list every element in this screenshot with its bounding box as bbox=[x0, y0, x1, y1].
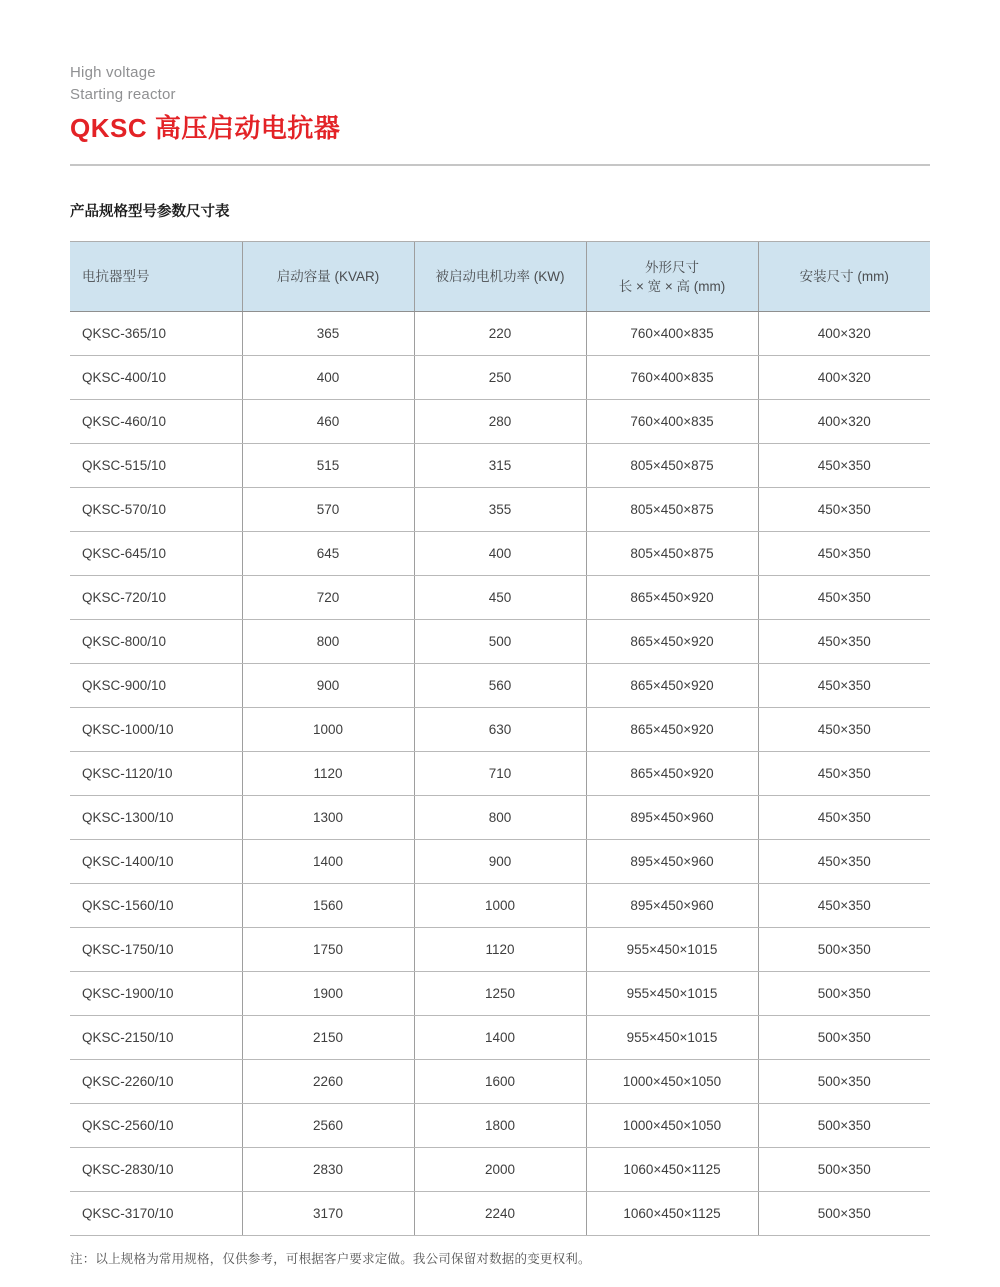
model-cell: QKSC-1400/10 bbox=[70, 840, 242, 884]
value-cell: 1800 bbox=[414, 1104, 586, 1148]
value-cell: 515 bbox=[242, 444, 414, 488]
value-cell: 900 bbox=[414, 840, 586, 884]
value-cell: 1060×450×1125 bbox=[586, 1148, 758, 1192]
table-row bbox=[70, 1016, 930, 1060]
value-cell: 560 bbox=[414, 664, 586, 708]
value-cell: 1060×450×1125 bbox=[586, 1192, 758, 1236]
table-row bbox=[70, 444, 930, 488]
value-cell: 1250 bbox=[414, 972, 586, 1016]
table-row bbox=[70, 620, 930, 664]
value-cell: 760×400×835 bbox=[586, 312, 758, 356]
value-cell: 1560 bbox=[242, 884, 414, 928]
value-cell: 865×450×920 bbox=[586, 620, 758, 664]
column-header-2: 启动容量 (KVAR) bbox=[242, 242, 414, 312]
value-cell: 450×350 bbox=[758, 884, 930, 928]
model-cell: QKSC-2150/10 bbox=[70, 1016, 242, 1060]
value-cell: 895×450×960 bbox=[586, 796, 758, 840]
value-cell: 645 bbox=[242, 532, 414, 576]
model-cell: QKSC-1000/10 bbox=[70, 708, 242, 752]
value-cell: 450 bbox=[414, 576, 586, 620]
model-cell: QKSC-2260/10 bbox=[70, 1060, 242, 1104]
value-cell: 865×450×920 bbox=[586, 576, 758, 620]
value-cell: 710 bbox=[414, 752, 586, 796]
model-cell: QKSC-720/10 bbox=[70, 576, 242, 620]
table-row bbox=[70, 752, 930, 796]
table-row bbox=[70, 664, 930, 708]
value-cell: 400 bbox=[414, 532, 586, 576]
page-title: QKSC 高压启动电抗器 bbox=[70, 113, 341, 143]
value-cell: 280 bbox=[414, 400, 586, 444]
value-cell: 865×450×920 bbox=[586, 708, 758, 752]
value-cell: 220 bbox=[414, 312, 586, 356]
value-cell: 2830 bbox=[242, 1148, 414, 1192]
value-cell: 955×450×1015 bbox=[586, 928, 758, 972]
value-cell: 1300 bbox=[242, 796, 414, 840]
value-cell: 760×400×835 bbox=[586, 400, 758, 444]
value-cell: 1400 bbox=[242, 840, 414, 884]
table-row bbox=[70, 1060, 930, 1104]
value-cell: 1400 bbox=[414, 1016, 586, 1060]
eyebrow-line-1: High voltage bbox=[70, 64, 156, 81]
value-cell: 895×450×960 bbox=[586, 840, 758, 884]
value-cell: 450×350 bbox=[758, 444, 930, 488]
column-header-4: 外形尺寸 长 × 宽 × 高 (mm) bbox=[586, 242, 758, 312]
column-header-1: 电抗器型号 bbox=[70, 242, 242, 312]
value-cell: 1120 bbox=[414, 928, 586, 972]
value-cell: 500×350 bbox=[758, 972, 930, 1016]
table-row bbox=[70, 576, 930, 620]
eyebrow-line-2: Starting reactor bbox=[70, 86, 176, 103]
value-cell: 365 bbox=[242, 312, 414, 356]
section-title: 产品规格型号参数尺寸表 bbox=[70, 204, 230, 220]
table-row bbox=[70, 928, 930, 972]
value-cell: 355 bbox=[414, 488, 586, 532]
model-cell: QKSC-2560/10 bbox=[70, 1104, 242, 1148]
model-cell: QKSC-460/10 bbox=[70, 400, 242, 444]
value-cell: 865×450×920 bbox=[586, 664, 758, 708]
value-cell: 955×450×1015 bbox=[586, 1016, 758, 1060]
model-cell: QKSC-1900/10 bbox=[70, 972, 242, 1016]
table-row bbox=[70, 400, 930, 444]
model-cell: QKSC-515/10 bbox=[70, 444, 242, 488]
value-cell: 400×320 bbox=[758, 356, 930, 400]
value-cell: 3170 bbox=[242, 1192, 414, 1236]
header-divider bbox=[70, 164, 930, 166]
value-cell: 500×350 bbox=[758, 1148, 930, 1192]
value-cell: 500×350 bbox=[758, 928, 930, 972]
value-cell: 460 bbox=[242, 400, 414, 444]
table-row bbox=[70, 1192, 930, 1236]
table-row bbox=[70, 796, 930, 840]
model-cell: QKSC-1120/10 bbox=[70, 752, 242, 796]
value-cell: 450×350 bbox=[758, 664, 930, 708]
column-header-3: 被启动电机功率 (KW) bbox=[414, 242, 586, 312]
spec-table bbox=[70, 241, 930, 1236]
value-cell: 2000 bbox=[414, 1148, 586, 1192]
value-cell: 1900 bbox=[242, 972, 414, 1016]
model-cell: QKSC-800/10 bbox=[70, 620, 242, 664]
value-cell: 450×350 bbox=[758, 708, 930, 752]
model-cell: QKSC-1300/10 bbox=[70, 796, 242, 840]
value-cell: 760×400×835 bbox=[586, 356, 758, 400]
value-cell: 315 bbox=[414, 444, 586, 488]
table-header-row bbox=[70, 242, 930, 312]
model-cell: QKSC-570/10 bbox=[70, 488, 242, 532]
model-cell: QKSC-400/10 bbox=[70, 356, 242, 400]
table-row bbox=[70, 1104, 930, 1148]
product-eyebrow bbox=[70, 62, 930, 106]
value-cell: 955×450×1015 bbox=[586, 972, 758, 1016]
value-cell: 450×350 bbox=[758, 620, 930, 664]
model-cell: QKSC-2830/10 bbox=[70, 1148, 242, 1192]
value-cell: 1000×450×1050 bbox=[586, 1104, 758, 1148]
value-cell: 865×450×920 bbox=[586, 752, 758, 796]
table-row bbox=[70, 884, 930, 928]
table-row bbox=[70, 312, 930, 356]
value-cell: 2560 bbox=[242, 1104, 414, 1148]
value-cell: 800 bbox=[242, 620, 414, 664]
table-row bbox=[70, 708, 930, 752]
value-cell: 500 bbox=[414, 620, 586, 664]
model-cell: QKSC-900/10 bbox=[70, 664, 242, 708]
value-cell: 805×450×875 bbox=[586, 444, 758, 488]
value-cell: 400 bbox=[242, 356, 414, 400]
value-cell: 1000 bbox=[242, 708, 414, 752]
value-cell: 2240 bbox=[414, 1192, 586, 1236]
model-cell: QKSC-645/10 bbox=[70, 532, 242, 576]
value-cell: 400×320 bbox=[758, 400, 930, 444]
model-cell: QKSC-3170/10 bbox=[70, 1192, 242, 1236]
value-cell: 805×450×875 bbox=[586, 488, 758, 532]
model-cell: QKSC-365/10 bbox=[70, 312, 242, 356]
table-row bbox=[70, 972, 930, 1016]
value-cell: 1750 bbox=[242, 928, 414, 972]
value-cell: 805×450×875 bbox=[586, 532, 758, 576]
value-cell: 800 bbox=[414, 796, 586, 840]
column-header-5: 安装尺寸 (mm) bbox=[758, 242, 930, 312]
value-cell: 450×350 bbox=[758, 840, 930, 884]
value-cell: 720 bbox=[242, 576, 414, 620]
value-cell: 450×350 bbox=[758, 576, 930, 620]
value-cell: 895×450×960 bbox=[586, 884, 758, 928]
value-cell: 400×320 bbox=[758, 312, 930, 356]
value-cell: 630 bbox=[414, 708, 586, 752]
value-cell: 450×350 bbox=[758, 532, 930, 576]
value-cell: 900 bbox=[242, 664, 414, 708]
value-cell: 1120 bbox=[242, 752, 414, 796]
value-cell: 1000 bbox=[414, 884, 586, 928]
spec-table-body bbox=[70, 312, 930, 1236]
value-cell: 500×350 bbox=[758, 1060, 930, 1104]
spec-table-head bbox=[70, 242, 930, 312]
value-cell: 500×350 bbox=[758, 1192, 930, 1236]
value-cell: 2260 bbox=[242, 1060, 414, 1104]
table-row bbox=[70, 532, 930, 576]
table-row bbox=[70, 488, 930, 532]
value-cell: 450×350 bbox=[758, 488, 930, 532]
table-row bbox=[70, 840, 930, 884]
model-cell: QKSC-1750/10 bbox=[70, 928, 242, 972]
table-row bbox=[70, 356, 930, 400]
model-cell: QKSC-1560/10 bbox=[70, 884, 242, 928]
value-cell: 2150 bbox=[242, 1016, 414, 1060]
value-cell: 450×350 bbox=[758, 752, 930, 796]
table-row bbox=[70, 1148, 930, 1192]
value-cell: 250 bbox=[414, 356, 586, 400]
value-cell: 500×350 bbox=[758, 1016, 930, 1060]
value-cell: 500×350 bbox=[758, 1104, 930, 1148]
value-cell: 1600 bbox=[414, 1060, 586, 1104]
footnote: 注：以上规格为常用规格，仅供参考，可根据客户要求定做。我公司保留对数据的变更权利。 bbox=[70, 1252, 591, 1266]
value-cell: 1000×450×1050 bbox=[586, 1060, 758, 1104]
value-cell: 450×350 bbox=[758, 796, 930, 840]
value-cell: 570 bbox=[242, 488, 414, 532]
